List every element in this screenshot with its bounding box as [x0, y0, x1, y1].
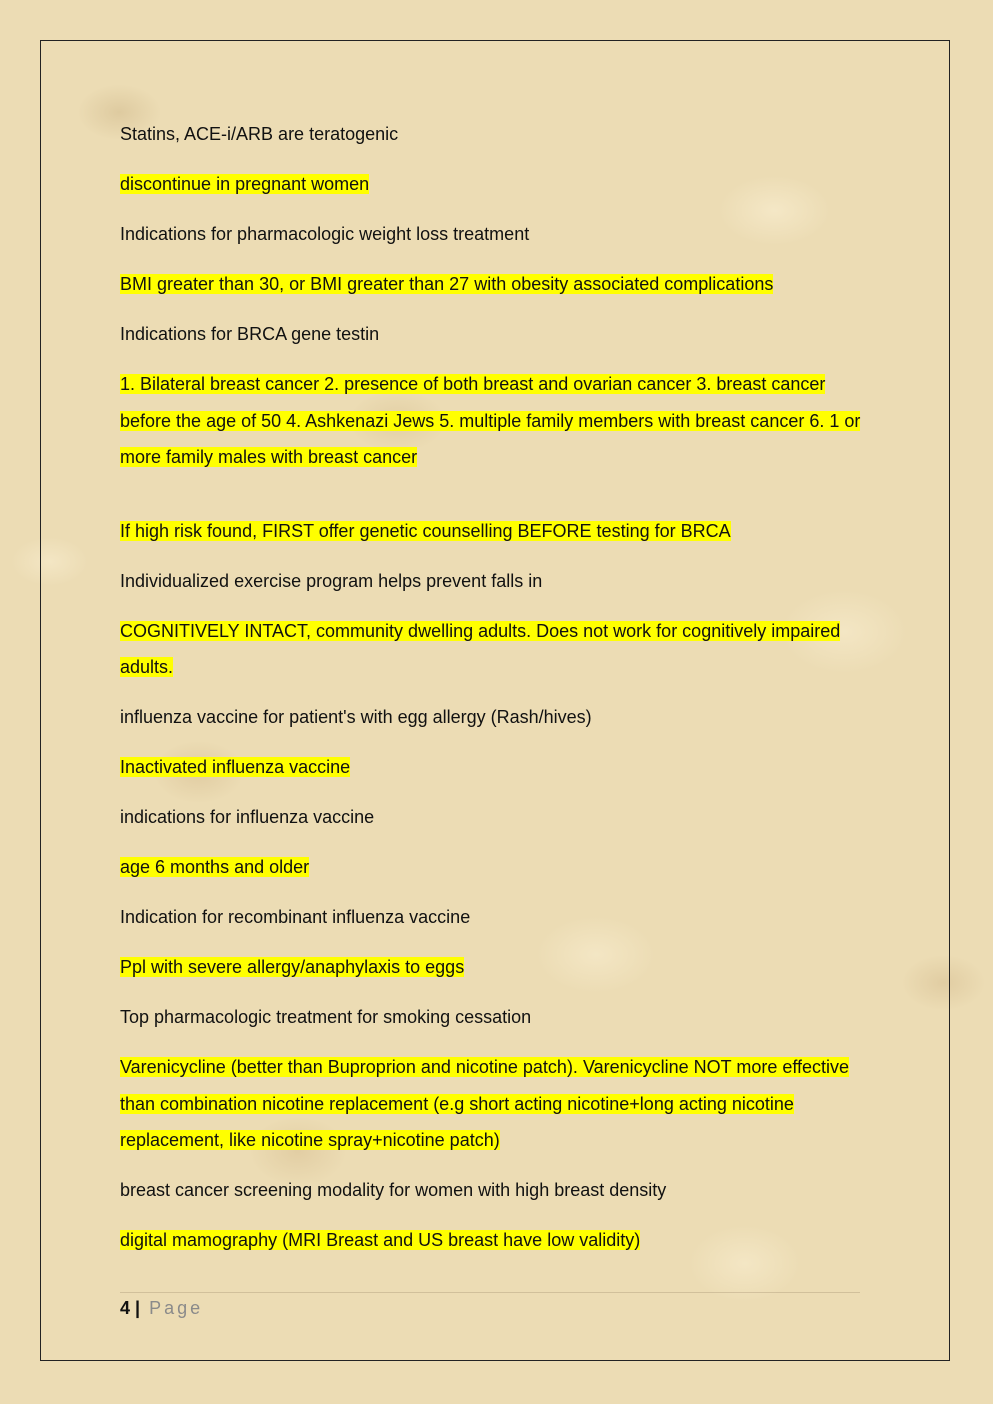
footer-divider [120, 1292, 860, 1293]
note-line: breast cancer screening modality for women with high breast density [120, 1180, 667, 1200]
note-answer: Varenicycline (better than Buproprion and nicotine patch). Varenicycline NOT more effective than combination nicotine replacement (e.g short acting nicotine+long acting nicotine replacement, like nicotine spray+nicotine patch) [120, 1057, 850, 1150]
note-line: Statins, ACE-i/ARB are teratogenic [120, 124, 399, 144]
page-footer [120, 1296, 203, 1320]
page-number: 4 [120, 1298, 131, 1318]
note-answer: BMI greater than 30, or BMI greater than 27 with obesity associated complications [120, 274, 774, 294]
note-line: Indication for recombinant influenza vaccine [120, 907, 471, 927]
note-answer: age 6 months and older [120, 857, 310, 877]
note-answer: 1. Bilateral breast cancer 2. presence of both breast and ovarian cancer 3. breast cancer before the age of 50 4. Ashkenazi Jews 5. multiple family members with breast cancer 6. 1 or more family males with breast cancer [120, 374, 861, 467]
note-answer: Ppl with severe allergy/anaphylaxis to eggs [120, 957, 465, 977]
note-line: Indications for BRCA gene testin [120, 324, 380, 344]
note-answer: If high risk found, FIRST offer genetic counselling BEFORE testing for BRCA [120, 520, 731, 541]
footer-separator: | [135, 1298, 141, 1318]
note-answer: Inactivated influenza vaccine [120, 757, 351, 777]
note-line: Indications for pharmacologic weight loss treatment [120, 224, 530, 244]
note-answer: discontinue in pregnant women [120, 174, 370, 194]
note-line: Individualized exercise program helps prevent falls in [120, 570, 543, 591]
note-answer: COGNITIVELY INTACT, community dwelling adults. Does not work for cognitively impaired adults. [120, 620, 841, 677]
note-line: Top pharmacologic treatment for smoking cessation [120, 1007, 532, 1027]
note-line: influenza vaccine for patient's with egg allergy (Rash/hives) [120, 707, 592, 727]
document-body [120, 116, 870, 1272]
note-answer: digital mamography (MRI Breast and US breast have low validity) [120, 1230, 641, 1250]
note-line: indications for influenza vaccine [120, 807, 375, 827]
page-label: Page [149, 1298, 204, 1318]
